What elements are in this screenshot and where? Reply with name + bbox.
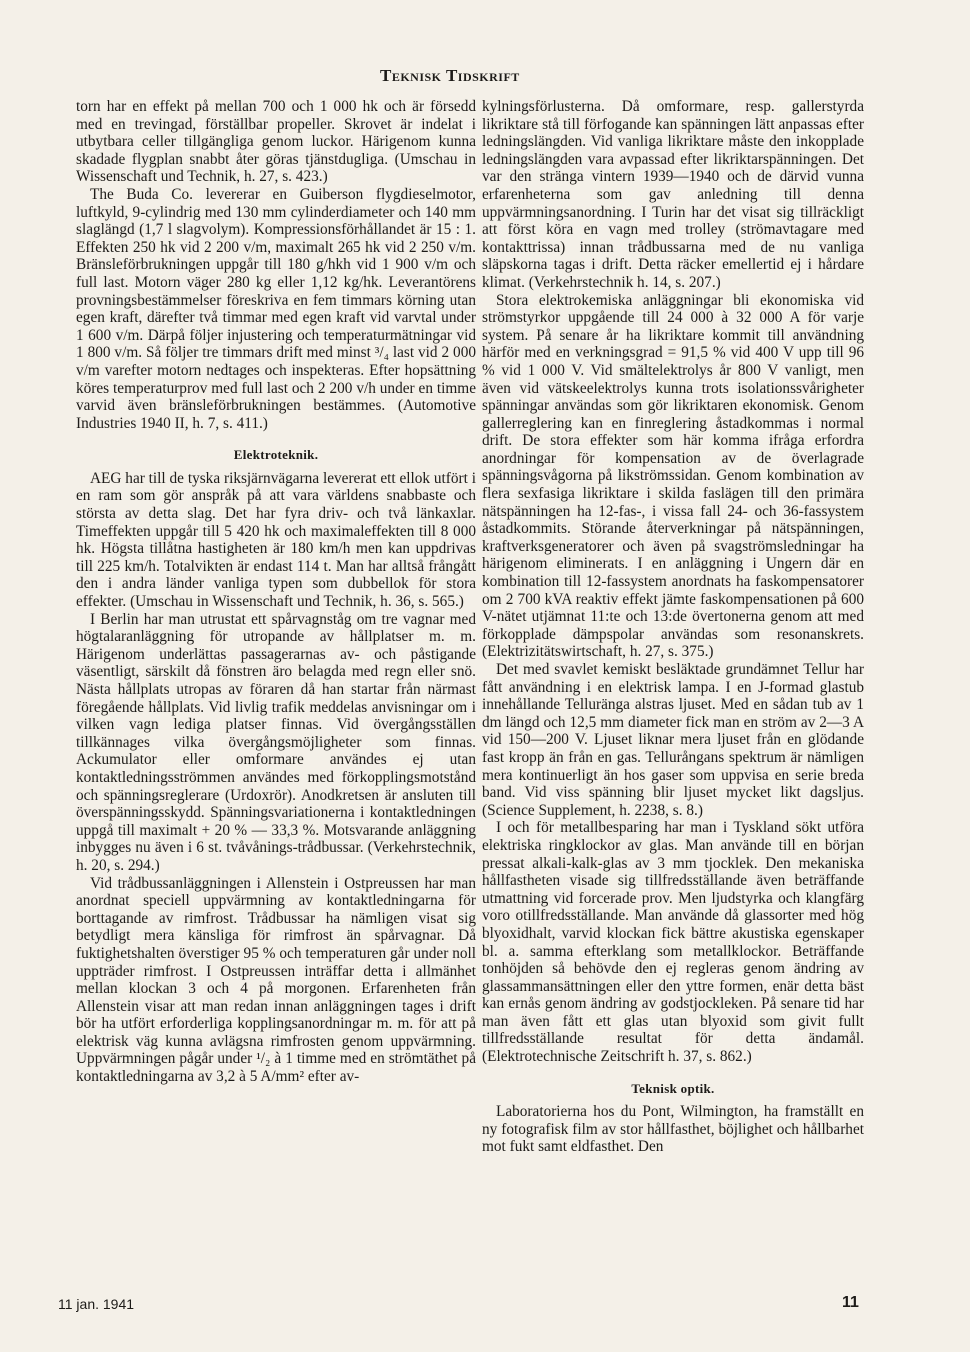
paragraph: torn har en effekt på mellan 700 och 1 000 hk och är försedd med en trevingad, förställbar propeller. Skrovet är indelat i utbytbara celler tillgängliga genom luckor. Härigenom kunna skadade flygplan snabbt åter göras tjänstdugliga. (Umschau in Wissenschaft und Technik, h. 27, s. 423.) <box>76 98 476 186</box>
right-column <box>482 98 864 1156</box>
paragraph: I Berlin har man utrustat ett spårvagnståg om tre vagnar med högtalaranläggning för utropande av hållplatser m. m. Härigenom underlättas passagerarnas av- och påstigande väsentligt, särskilt då fönstren äro belagda med regn eller snö. Nästa hållplats utropas av föraren då han startar från närmast föregående hållplats. Vid livlig trafik meddelas anvisningar om i vilken vagn lediga platser finnas. Vid övergångsställen tillkännages vilka övergångsmöjligheter som finnas. Ackumulator eller omformare användes ej utan kontaktledningsströmmen användes med förkopplingsmotstånd och spänningsreglerare (Urdoxrör). Anodkretsen är ansluten till överspänningsskydd. Spänningsvariationerna i kontaktledningen uppgå till maximalt + 20 % — 33,3 %. Motsvarande anläggning inbygges nu även i 6 st. tvåvånings-trådbussar. (Verkehrstechnik, h. 20, s. 294.) <box>76 610 476 874</box>
issue-date: 11 jan. 1941 <box>58 1296 135 1312</box>
paragraph: AEG har till de tyska riksjärnvägarna levererat ett ellok utfört i en ram som gör anspråk på att vara världens snabbaste och största av detta slag. Det har fyra driv- och två länkaxlar. Timeffekten uppgår till 5 420 hk och maximaleffekten till 8 000 hk. Högsta tillåtna hastigheten är 180 km/h men kan uppdrivas till 225 km/h. Totalvikten är endast 114 t. Man har alltså frångått den i andra länder vanliga typen som dubbellok för stora effekter. (Umschau in Wissenschaft und Technik, h. 36, s. 565.) <box>76 469 476 611</box>
left-column <box>76 98 476 1086</box>
page-number: 11 <box>842 1294 859 1311</box>
section-heading-teknisk-optik: Teknisk optik. <box>631 1080 715 1096</box>
paragraph: Stora elektrokemiska anläggningar bli ekonomiska vid strömstyrkor uppgående till 24 000 à 32 000 A för varje system. På senare år ha likriktare kommit till användning härför med en verkningsgrad = 91,5 % vid 400 V upp till 96 % vid 1 000 V. Vid smältelektrolys år 800 V vanligt, men även vid vätskeelektrolys kunna trots isolationssvårigheter spänningar användas som gör likriktaren ekonomisk. Genom gallerreglering kan en finreglering åstadkommas i normal drift. De stora effekter som här komma ifråga erfordra anordningar för kompensation av de överlagrade spänningsvågorna på likströmssidan. Genom kombination av flera sexfasiga likriktare i skilda faslägen till den primära nätspänningen ha 12-fas-, i vissa fall 24- och 36-fassystem åstadkommits. Störande återverkningar på nätspänningen, kraftverksgeneratorer och även på svagströmsledningar ha härigenom eliminerats. I en anläggning i Ungern där en kombination till 12-fassystem anordnats ha faskompensatorer om 2 700 kVA reaktiv effekt jämte faskompensationen på 600 V-nätet utjämnat 11:te och 13:de övertonerna genom att med förkopplade dämpspolar användas som resonanskrets. (Elektrizitätswirtschaft, h. 27, s. 375.) <box>482 291 864 661</box>
section-heading-elektroteknik: Elektroteknik. <box>233 447 319 463</box>
journal-header: Teknisk Tidskrift <box>380 66 520 85</box>
paragraph: The Buda Co. levererar en Guiberson flygdieselmotor, luftkyld, 9-cylindrig med 130 mm cylinderdiameter och 140 mm slaglängd (1,7 l slagvolym). Kompressionsförhållandet är 15 : 1. Effekten 250 hk vid 2 200 v/m, maximalt 265 hk vid 2 250 v/m. Bränsleförbrukningen uppgår till 180 g/hkh vid 1 900 v/m och full last. Motorn väger 280 kg eller 1,12 kg/hk. Leverantörens provningsbestämmelser föreskriva en fem timmars körning utan egen kraft, därefter två timmar med egen kraft vid varvtal under 1 600 v/m. Därpå följer injustering och temperaturmätningar vid 1 800 v/m. Så följer tre timmars drift med minst ³/₄ last vid 2 000 v/m varefter motorn nedtages och inspekteras. Efter hopsättning köres temperaturprov med full last och 2 200 v/h under en timme varvid även bränsleförbrukningen bestämmes. (Automotive Industries 1940 II, h. 7, s. 411.) <box>76 185 476 432</box>
paragraph: Laboratorierna hos du Pont, Wilmington, ha framställt en ny fotografisk film av stor hållfasthet, böjlighet och hållbarhet mot fukt samt eldfasthet. Den <box>482 1103 864 1156</box>
paragraph: kylningsförlusterna. Då omformare, resp. gallerstyrda likriktare stå till förfogande kan spänningen lätt anpassas efter ledningslängden. Vid vanliga likriktare måste den inkopplade ledningslängden vara avpassad efter likriktarspänningen. Det var den stränga vintern 1939—1940 och de därvid vunna erfarenheterna som gav anledning till denna uppvärmningsanordning. I Turin har det visat sig tillräckligt att först köra en vagn med trolley (strömavtagare med kontakttrissa) innan trådbussarna med de nu vanliga släpskorna tagas i drift. Detta räcker emellertid ej i hårdare klimat. (Verkehrstechnik h. 14, s. 207.) <box>482 98 864 291</box>
paragraph: I och för metallbesparing har man i Tyskland sökt utföra elektriska ringklockor av glas. Man använde till en början pressat alkali-kalk-glas av 3 mm tjocklek. Den mekaniska hållfastheten visade sig tillfredsställande även beträffande utmattning vid forcerade prov. Men ljudstyrka och klangfärg voro otillfredsställande. Man använde då glassorter med hög blyoxidhalt, varvid klockan fick bättre akustiska egenskaper bl. a. samma efterklang som metallklockor. Beträffande tonhöjden så behövde den ej regleras genom ändring av glassammansättningen eller den yttre formen, enär detta bäst kan ernås genom ändring av godstjockleken. På senare tid har man även fått ett glas utan blyoxid som givit fullt tillfredsställande resultat för detta ändamål. (Elektrotechnische Zeitschrift h. 37, s. 862.) <box>482 819 864 1066</box>
paragraph: Det med svavlet kemiskt besläktade grundämnet Tellur har fått användning i en elektrisk lampa. I en J-formad glastub innehållande Telluränga alstras ljuset. Med en sådan tub av 1 dm längd och 12,5 mm diameter fick man en ström av 2—3 A vid 150—200 V. Ljuset liknar mera ljuset från en glödande fast kropp än från en gas. Tellurångans spektrum är nämligen mera kontinuerligt än hos gaser som uppvisa en serie breda band. Vid viss spänning blir ljuset mycket likt dagsljus. (Science Supplement, h. 2238, s. 8.) <box>482 661 864 819</box>
paragraph: Vid trådbussanläggningen i Allenstein i Ostpreussen har man anordnat speciell uppvärmning av kontaktledningarna för borttagande av rimfrost. Trådbussar ha nämligen visat sig betydligt mera känsliga för rimfrost än spårvagnar. Då fuktighetshalten överstiger 95 % och temperaturen går under noll uppträder rimfrost. I Ostpreussen inträffar detta i allmänhet mellan klockan 3 och 4 på morgonen. Erfarenheten från Allenstein visar att man redan innan anläggningen tages i drift bör ha utfört erforderliga kopplingsanordningar m. m. för att på elektrisk väg kunna avlägsna rimfrosten genom uppvärmning. Uppvärmningen pågår under ¹/₂ à 1 timme med en strömtäthet på kontaktledningarna av 3,2 à 5 A/mm² efter av- <box>76 874 476 1086</box>
